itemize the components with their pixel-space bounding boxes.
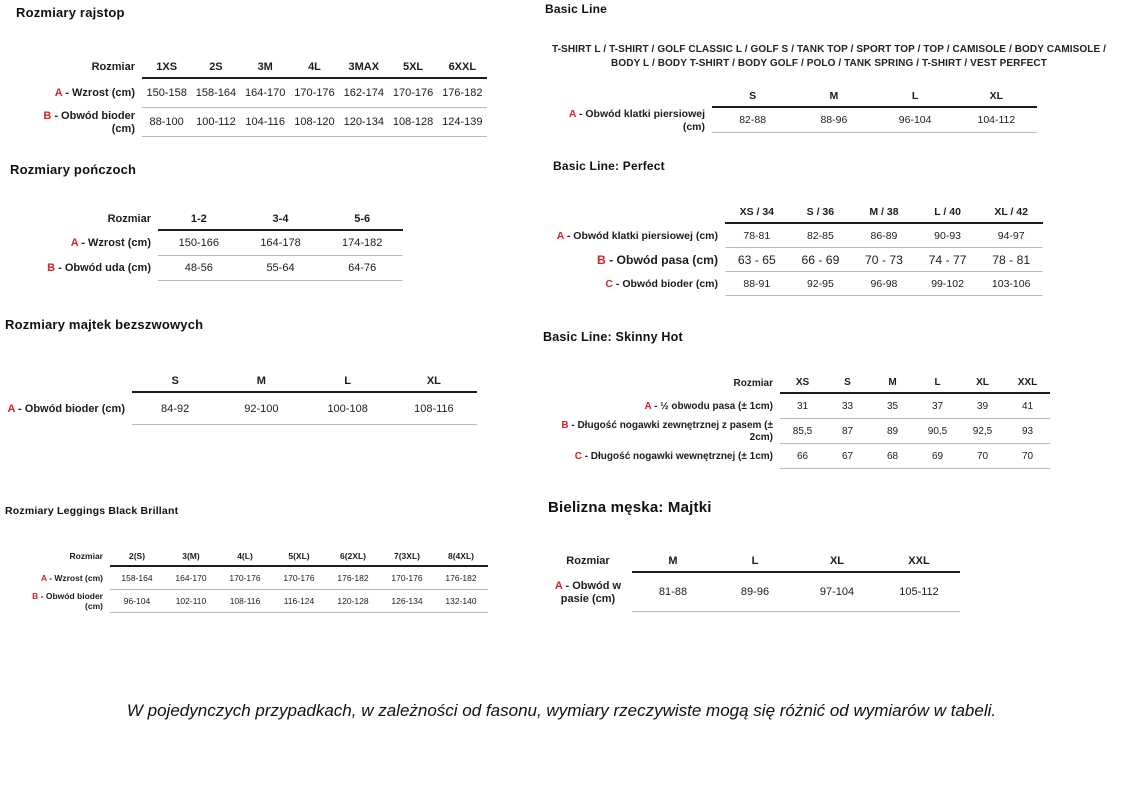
measurement-value: 39 [976, 400, 989, 412]
measurement-value: 87 [841, 425, 854, 437]
measurement-value: 41 [1021, 400, 1034, 412]
measurement-row [12, 590, 488, 613]
size-column-header: 6XXL [448, 61, 477, 73]
size-header-label-text: Rozmiar [91, 61, 135, 74]
measurement-value: 48-56 [184, 262, 213, 274]
measurement-value: 99-102 [931, 277, 964, 290]
size-column-header: XL [426, 375, 441, 387]
measurement-row [20, 231, 403, 256]
measurement-value: 100-108 [327, 402, 368, 415]
table-basic-line-perfect [555, 205, 1043, 296]
measurement-value: 85,5 [792, 425, 813, 437]
measurement-value: 170-176 [283, 573, 315, 583]
measurement-key-letter: A [554, 579, 563, 592]
size-header-label [548, 85, 712, 108]
measurement-value: 70 - 73 [865, 252, 903, 267]
measurement-value: 67 [841, 450, 854, 462]
measurement-key-letter: A [568, 108, 577, 121]
measurement-value: 70 [976, 450, 989, 462]
measurement-label-text: A - Obwód bioder (cm) [7, 402, 125, 415]
size-column-header: L [934, 377, 941, 388]
size-column-header: L / 40 [934, 206, 961, 218]
measurement-value: 68 [886, 450, 899, 462]
table-basic-line-skinny-hot [548, 372, 1050, 469]
size-column-header: XS / 34 [739, 206, 775, 218]
size-column-header: L [911, 90, 919, 102]
measurement-value: 170-176 [392, 87, 434, 99]
measurement-value: 92-100 [244, 402, 279, 415]
measurement-value: 69 [931, 450, 944, 462]
size-column-header: 5XL [402, 61, 424, 73]
size-column-header: S [171, 375, 179, 387]
measurement-label-text: C - Długość nogawki wewnętrznej (± 1cm) [574, 450, 773, 462]
measurement-label [548, 394, 780, 419]
measurement-label-text: C - Obwód bioder (cm) [605, 277, 718, 290]
measurement-label [20, 79, 142, 108]
measurement-key-letter: A [40, 572, 47, 583]
measurement-label-text: A - Obwód klatki piersiowej (cm) [568, 108, 705, 133]
measurement-label-text: A - ½ obwodu pasa (± 1cm) [644, 400, 773, 412]
footnote-disclaimer: W pojedynczych przypadkach, w zależności od fasonu, wymiary rzeczywiste mogą się różnić od wymiarów w tabeli. [126, 701, 997, 720]
size-header-cells [142, 57, 487, 79]
measurement-value: 89-96 [740, 586, 770, 598]
measurement-key-letter: B [596, 252, 606, 267]
measurement-cells [158, 256, 403, 281]
measurement-value: 108-120 [294, 116, 335, 128]
measurement-label-text: B - Obwód pasa (cm) [596, 252, 718, 267]
measurement-value: 94-97 [997, 229, 1025, 242]
measurement-value: 174-182 [341, 237, 383, 249]
measurement-cells [725, 248, 1043, 272]
measurement-row [555, 272, 1043, 296]
table-header-row [548, 85, 1037, 108]
measurement-value: 63 - 65 [737, 252, 776, 267]
size-column-header: M [256, 375, 266, 387]
measurement-value: 176-182 [445, 573, 477, 583]
measurement-value: 120-134 [343, 116, 384, 128]
measurement-value: 124-139 [442, 116, 483, 128]
table-bielizna-meska-majtki [548, 548, 960, 612]
measurement-label-text: A - Wzrost (cm) [70, 237, 151, 250]
size-header-label [20, 57, 142, 79]
measurement-value: 81-88 [658, 586, 688, 598]
measurement-value: 78-81 [743, 229, 771, 242]
measurement-value: 102-110 [175, 596, 207, 606]
size-column-header: XXL [1017, 377, 1038, 388]
measurement-row [555, 224, 1043, 248]
measurement-key-letter: A [7, 402, 15, 415]
measurement-label [555, 224, 725, 248]
size-header-cells [110, 546, 488, 567]
measurement-label-text: A - Obwód w pasie (cm) [554, 579, 622, 605]
measurement-key-letter: C [605, 277, 613, 290]
measurement-cells [780, 444, 1050, 469]
size-column-header: 5(XL) [288, 551, 310, 561]
size-header-cells [725, 205, 1043, 224]
measurement-label [20, 231, 158, 256]
measurement-cells [712, 108, 1037, 133]
measurement-cells [142, 108, 487, 137]
measurement-value: 150-158 [146, 87, 187, 99]
measurement-value: 96-104 [898, 114, 932, 126]
measurement-value: 86-89 [870, 229, 898, 242]
measurement-value: 37 [931, 400, 944, 412]
measurement-value: 164-170 [175, 573, 207, 583]
measurement-label [548, 573, 632, 612]
measurement-row [20, 108, 487, 137]
measurement-row [548, 394, 1050, 419]
measurement-value: 170-176 [294, 87, 335, 99]
measurement-value: 176-182 [337, 573, 369, 583]
measurement-label [12, 590, 110, 613]
measurement-row [548, 573, 960, 612]
measurement-value: 104-112 [977, 114, 1016, 126]
measurement-label [20, 256, 158, 281]
size-column-header: XL [976, 377, 989, 388]
measurement-value: 96-98 [870, 277, 898, 290]
size-column-header: 1XS [156, 61, 178, 73]
measurement-row [20, 256, 403, 281]
size-header-cells [158, 210, 403, 231]
measurement-label [548, 108, 712, 133]
table-rozmiary-rajstop [20, 57, 487, 137]
measurement-key-letter: B [43, 109, 52, 122]
measurement-label-text: A - Wzrost (cm) [40, 572, 103, 583]
section-title-rajstopy: Rozmiary rajstop [16, 5, 125, 20]
measurement-value: 96-104 [123, 596, 151, 606]
measurement-cells [780, 394, 1050, 419]
measurement-value: 132-140 [445, 596, 477, 606]
measurement-label [5, 393, 132, 425]
size-column-header: 1-2 [190, 213, 207, 225]
size-column-header: M [668, 555, 678, 567]
size-column-header: S / 36 [806, 206, 835, 218]
size-header-cells [632, 548, 960, 573]
size-column-header: XL [829, 555, 845, 567]
measurement-value: 104-116 [245, 116, 285, 128]
size-header-label [548, 372, 780, 394]
measurement-cells [132, 393, 477, 425]
size-header-label [548, 548, 632, 573]
measurement-label-text: B - Długość nogawki zewnętrznej z pasem (± 2cm) [561, 420, 773, 443]
measurement-label [12, 567, 110, 590]
measurement-value: 170-176 [391, 573, 423, 583]
measurement-value: 108-116 [229, 596, 261, 606]
section-title-majtki-bezszwowe: Rozmiary majtek bezszwowych [5, 317, 204, 332]
measurement-cells [142, 79, 487, 108]
measurement-cells [110, 590, 488, 613]
measurement-label-text: A - Obwód klatki piersiowej (cm) [556, 229, 718, 242]
table-header-row [12, 546, 488, 567]
measurement-value: 162-174 [343, 87, 384, 99]
measurement-cells [158, 231, 403, 256]
size-column-header: 5-6 [354, 213, 371, 225]
table-header-row [548, 548, 960, 573]
size-column-header: 2(S) [128, 551, 146, 561]
section-title-basic-line-perfect: Basic Line: Perfect [553, 159, 665, 173]
size-column-header: 4(L) [237, 551, 253, 561]
measurement-label [548, 444, 780, 469]
measurement-label [555, 272, 725, 296]
size-header-label-text: Rozmiar [566, 555, 610, 568]
size-column-header: XL [989, 90, 1004, 102]
measurement-key-letter: B [32, 590, 39, 601]
size-header-label-text: Rozmiar [733, 377, 773, 389]
table-basic-line [548, 85, 1037, 133]
measurement-cells [632, 573, 960, 612]
size-column-header: 3MAX [348, 61, 380, 73]
size-column-header: S [844, 377, 851, 388]
measurement-row [20, 79, 487, 108]
measurement-value: 108-128 [392, 116, 434, 128]
size-header-label-text: Rozmiar [69, 551, 103, 562]
measurement-key-letter: A [54, 87, 63, 100]
measurement-label-text: B - Obwód uda (cm) [47, 262, 151, 275]
measurement-key-letter: C [574, 450, 582, 462]
measurement-value: 31 [796, 400, 809, 412]
size-column-header: L [751, 555, 759, 567]
measurement-row [548, 108, 1037, 133]
size-header-cells [780, 372, 1050, 394]
table-header-row [20, 210, 403, 231]
measurement-row [548, 444, 1050, 469]
measurement-value: 126-134 [391, 596, 423, 606]
table-header-row [548, 372, 1050, 394]
measurement-value: 88-96 [820, 114, 848, 126]
measurement-label [548, 419, 780, 444]
measurement-value: 103-106 [991, 277, 1031, 290]
measurement-key-letter: B [561, 420, 569, 431]
measurement-value: 82-85 [806, 229, 834, 242]
measurement-key-letter: A [644, 400, 652, 412]
size-column-header: XS [795, 377, 810, 388]
size-column-header: L [344, 375, 351, 387]
measurement-value: 74 - 77 [928, 252, 967, 267]
measurement-value: 120-128 [337, 596, 369, 606]
basic-line-product-list: T-SHIRT L / T-SHIRT / GOLF CLASSIC L / GOLF S / TANK TOP / SPORT TOP / TOP / CAMISOLE / BODY CAMISOLE / BODY L / BODY T-SHIRT / BODY GOLF / POLO / TANK SPRING / T-SHIRT / VEST PERFECT [551, 44, 1107, 69]
size-column-header: 3(M) [182, 551, 200, 561]
section-title-basic-line-skinny-hot: Basic Line: Skinny Hot [543, 330, 683, 344]
measurement-value: 116-124 [283, 596, 315, 606]
measurement-value: 33 [841, 400, 854, 412]
size-header-label [20, 210, 158, 231]
size-column-header: 8(4XL) [448, 551, 474, 561]
measurement-value: 158-164 [195, 87, 237, 99]
measurement-cells [725, 224, 1043, 248]
size-column-header: M [829, 90, 839, 102]
measurement-row [555, 248, 1043, 272]
size-column-header: XL / 42 [994, 206, 1028, 218]
measurement-value: 158-164 [121, 573, 153, 583]
measurement-label-text: B - Obwód bioder (cm) [43, 109, 135, 135]
measurement-value: 100-112 [196, 116, 236, 128]
measurement-label [20, 108, 142, 137]
table-majtki-bezszwowe [5, 371, 477, 425]
size-header-label [555, 205, 725, 224]
table-header-row [555, 205, 1043, 224]
size-column-header: 3-4 [272, 213, 289, 225]
measurement-label-text: A - Wzrost (cm) [54, 87, 135, 100]
size-column-header: S [749, 90, 757, 102]
measurement-key-letter: A [556, 229, 564, 242]
measurement-value: 170-176 [229, 573, 261, 583]
size-header-label [12, 546, 110, 567]
section-title-basic-line: Basic Line [545, 2, 608, 16]
measurement-cells [725, 272, 1043, 296]
measurement-value: 164-178 [260, 237, 301, 249]
measurement-key-letter: B [47, 262, 56, 275]
measurement-value: 88-100 [149, 116, 184, 128]
size-column-header: M [888, 377, 897, 388]
measurement-label-text: B - Obwód bioder (cm) [32, 590, 103, 611]
measurement-label [555, 248, 725, 272]
measurement-value: 150-166 [178, 237, 220, 249]
size-header-label [5, 371, 132, 393]
measurement-row [12, 567, 488, 590]
section-title-bielizna-meska-majtki: Bielizna męska: Majtki [548, 499, 712, 516]
measurement-value: 70 [1021, 450, 1034, 462]
table-header-row [20, 57, 487, 79]
measurement-key-letter: A [70, 237, 79, 250]
section-title-leggings: Rozmiary Leggings Black Brillant [5, 505, 179, 517]
measurement-value: 105-112 [899, 586, 939, 598]
measurement-value: 97-104 [819, 586, 855, 598]
table-header-row [5, 371, 477, 393]
section-title-ponczochy: Rozmiary pończoch [10, 162, 137, 177]
size-column-header: 2S [209, 61, 223, 73]
measurement-value: 93 [1021, 425, 1034, 437]
measurement-cells [110, 567, 488, 590]
measurement-value: 84-92 [161, 402, 190, 415]
size-header-cells [132, 371, 477, 393]
measurement-value: 176-182 [442, 87, 483, 99]
table-rozmiary-ponczoch [20, 210, 403, 281]
measurement-value: 92,5 [972, 425, 993, 437]
measurement-value: 66 - 69 [801, 252, 840, 267]
measurement-value: 108-116 [414, 402, 454, 415]
size-column-header: XXL [908, 555, 930, 567]
measurement-cells [780, 419, 1050, 444]
measurement-value: 164-170 [245, 87, 286, 99]
measurement-value: 88-91 [743, 277, 771, 290]
measurement-value: 82-88 [739, 114, 767, 126]
table-leggings-black-brillant [12, 546, 488, 613]
measurement-row [548, 419, 1050, 444]
measurement-value: 92-95 [806, 277, 834, 290]
measurement-value: 66 [796, 450, 809, 462]
size-header-label-text: Rozmiar [107, 213, 151, 226]
measurement-value: 55-64 [266, 262, 295, 274]
measurement-value: 78 - 81 [992, 252, 1031, 267]
size-column-header: 6(2XL) [340, 551, 366, 561]
measurement-row [5, 393, 477, 425]
measurement-value: 90,5 [927, 425, 948, 437]
size-column-header: 3M [257, 61, 273, 73]
measurement-value: 64-76 [348, 262, 377, 274]
size-column-header: 7(3XL) [394, 551, 420, 561]
size-column-header: 4L [308, 61, 321, 73]
size-header-cells [712, 85, 1037, 108]
measurement-value: 90-93 [934, 229, 961, 242]
size-column-header: M / 38 [869, 206, 899, 218]
measurement-value: 89 [886, 425, 899, 437]
measurement-value: 35 [886, 400, 899, 412]
